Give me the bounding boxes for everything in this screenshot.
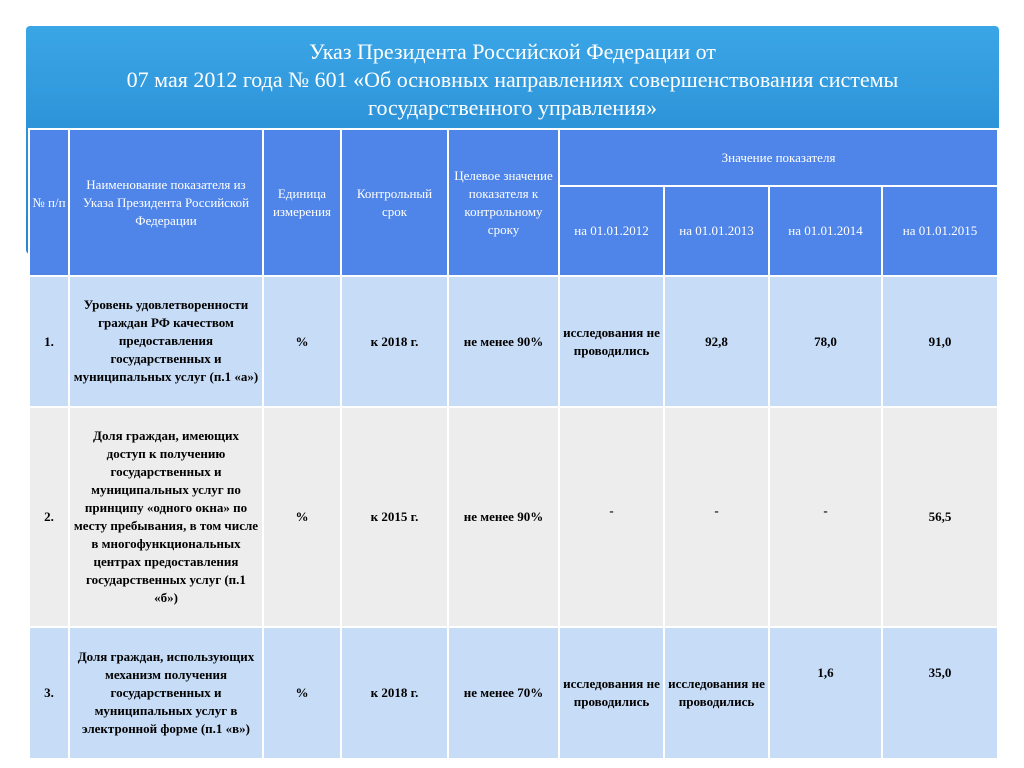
- row-value-2013: исследования не проводились: [664, 627, 769, 759]
- header-unit: Единица измерения: [263, 129, 341, 276]
- header-year-2014: на 01.01.2014: [769, 186, 882, 276]
- row-num: 3.: [29, 627, 69, 759]
- table-row: [29, 627, 998, 759]
- row-value-2014: 78,0: [769, 276, 882, 407]
- title-line-2: 07 мая 2012 года № 601 «Об основных направлениях совершенствования системы: [126, 67, 899, 92]
- header-name: Наименование показателя из Указа Президента Российской Федерации: [69, 129, 263, 276]
- row-value-2015: 91,0: [882, 276, 998, 407]
- header-year-2013: на 01.01.2013: [664, 186, 769, 276]
- row-value-2015: 35,0: [882, 627, 998, 759]
- row-value-2013: 92,8: [664, 276, 769, 407]
- row-unit: %: [263, 627, 341, 759]
- row-deadline: к 2015 г.: [341, 407, 448, 627]
- slide-title: [26, 38, 999, 122]
- row-value-2014: -: [769, 407, 882, 627]
- header-deadline: Контрольный срок: [341, 129, 448, 276]
- row-target: не менее 90%: [448, 276, 559, 407]
- row-value-2012: исследования не проводились: [559, 276, 664, 407]
- row-unit: %: [263, 407, 341, 627]
- row-deadline: к 2018 г.: [341, 276, 448, 407]
- header-target: Целевое значение показателя к контрольному сроку: [448, 129, 559, 276]
- row-value-2014: 1,6: [769, 627, 882, 759]
- row-value-2015: 56,5: [882, 407, 998, 627]
- title-line-1: Указ Президента Российской Федерации от: [309, 39, 716, 64]
- row-name: Уровень удовлетворенности граждан РФ качеством предоставления государственных и муниципальных услуг (п.1 «а»): [69, 276, 263, 407]
- row-unit: %: [263, 276, 341, 407]
- header-year-2012: на 01.01.2012: [559, 186, 664, 276]
- table-row: [29, 407, 998, 627]
- title-line-3: государственного управления»: [367, 95, 658, 120]
- row-target: не менее 70%: [448, 627, 559, 759]
- row-target: не менее 90%: [448, 407, 559, 627]
- row-deadline: к 2018 г.: [341, 627, 448, 759]
- row-value-2012: исследования не проводились: [559, 627, 664, 759]
- row-name: Доля граждан, использующих механизм получения государственных и муниципальных услуг в электронной форме (п.1 «в»): [69, 627, 263, 759]
- table-row: [29, 276, 998, 407]
- row-value-2013: -: [664, 407, 769, 627]
- row-value-2012: -: [559, 407, 664, 627]
- header-num: № п/п: [29, 129, 69, 276]
- row-name: Доля граждан, имеющих доступ к получению государственных и муниципальных услуг по принципу «одного окна» по месту пребывания, в том числе в многофункциональных центрах предоставления государственных услуг (п.1 «б»): [69, 407, 263, 627]
- header-year-2015: на 01.01.2015: [882, 186, 998, 276]
- header-value-group: Значение показателя: [559, 129, 998, 186]
- row-num: 1.: [29, 276, 69, 407]
- row-num: 2.: [29, 407, 69, 627]
- indicators-table: [28, 128, 999, 760]
